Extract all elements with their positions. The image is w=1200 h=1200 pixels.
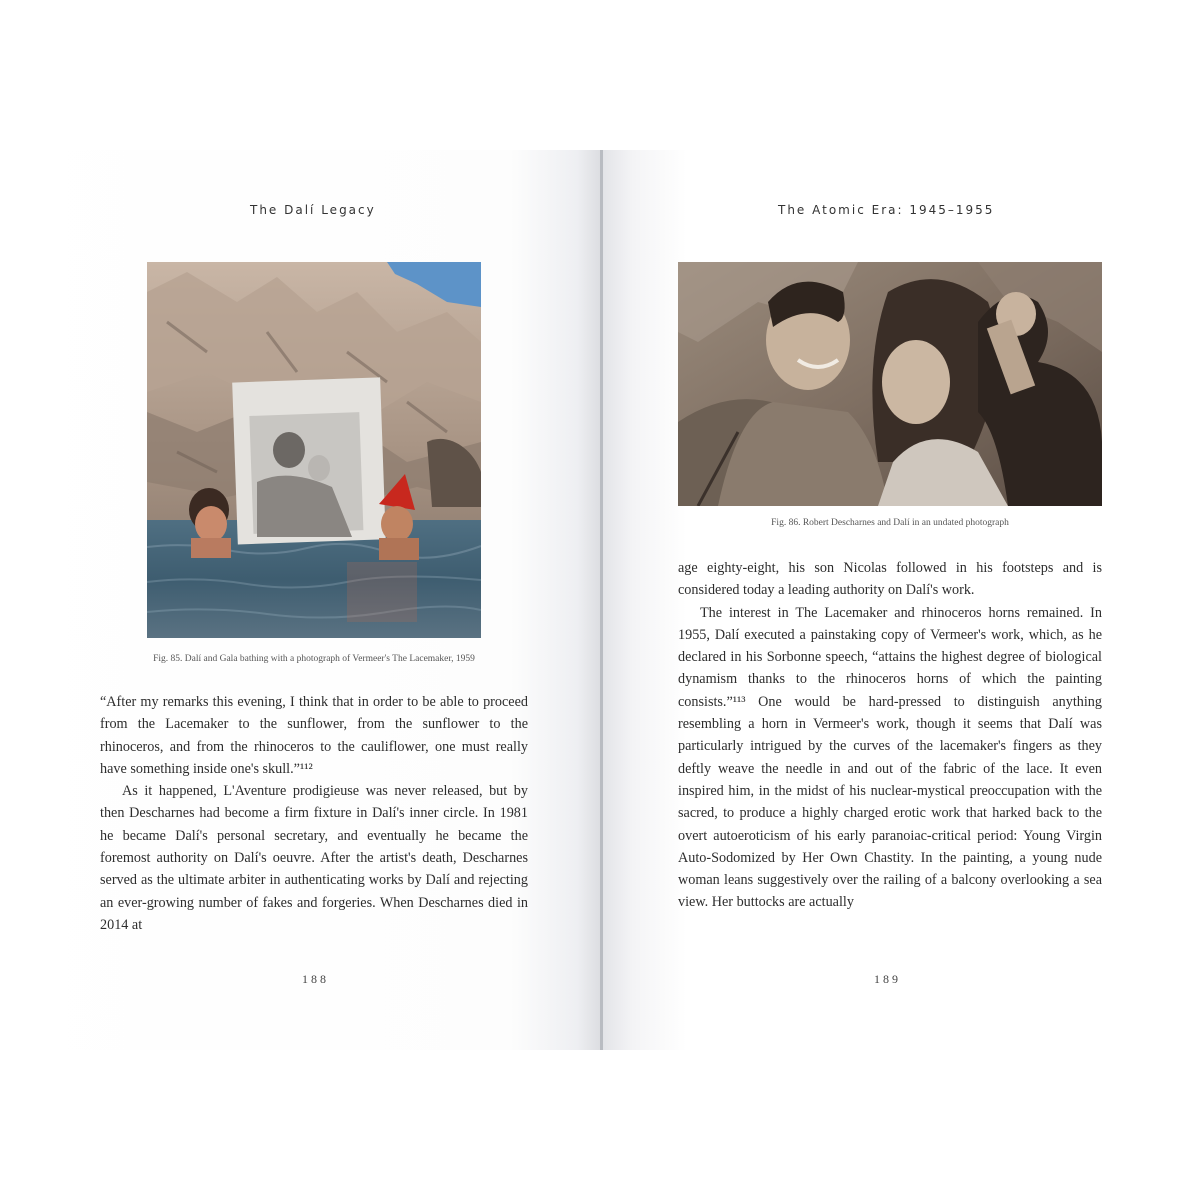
right-page-number: 189: [874, 972, 901, 986]
left-body-text: [100, 691, 528, 936]
right-running-head: The Atomic Era: 1945–1955: [778, 203, 995, 217]
right-body-text: [678, 557, 1102, 914]
book-gutter: [600, 150, 603, 1050]
right-figure-caption: Fig. 86. Robert Descharnes and Dalí in an undated photograph: [771, 518, 1009, 528]
left-figure-caption: Fig. 85. Dalí and Gala bathing with a photograph of Vermeer's The Lacemaker, 1959: [153, 654, 475, 664]
right-paragraph: The interest in The Lacemaker and rhinoceros horns remained. In 1955, Dalí executed a painstaking copy of Vermeer's work, which, as he declared in his Sorbonne speech, “attains the highest degree of biological dynamism thanks to the rhinoceros horns of which the painting consists.”¹¹³ One would be hard-pressed to distinguish anything resembling a horn in Vermeer's work, though it seems that Dalí was particularly intrigued by the curves of the lacemaker's fingers as they deftly weave the needle in and out of the fabric of the lace. It even inspired him, in the midst of his nuclear-mystical preoccupation with the sacred, to produce a highly charged erotic work that harked back to the overt autoeroticism of his early paranoiac-critical period: Young Virgin Auto-Sodomized by Her Own Chastity. In the painting, a young nude woman leans suggestively over the railing of a balcony overlooking a sea view. Her buttocks are actually: [678, 604, 1102, 911]
descharnes-photo: [678, 262, 1102, 506]
left-paragraph: “After my remarks this evening, I think that in order to be able to proceed from the Lacemaker to the sunflower, from the sunflower to the rhinoceros, and from the rhinoceros to the cauliflower, one must really have something inside one's skull.”¹¹²: [100, 694, 528, 777]
bathing-photo: [147, 262, 481, 638]
left-running-head: The Dalí Legacy: [250, 203, 376, 217]
left-paragraph: As it happened, L'Aventure prodigieuse was never released, but by then Descharnes had become a firm fixture in Dalí's inner circle. In 1981 he became Dalí's personal secretary, and eventually he became the foremost authority on Dalí's oeuvre. After the artist's death, Descharnes served as the ultimate arbiter in authenticating works by Dalí and rejecting an ever-growing number of fakes and forgeries. When Descharnes died in 2014 at: [100, 783, 528, 933]
right-paragraph: age eighty-eight, his son Nicolas followed in his footsteps and is considered today a leading authority on Dalí's work.: [678, 560, 1102, 599]
left-page-number: 188: [302, 972, 329, 986]
